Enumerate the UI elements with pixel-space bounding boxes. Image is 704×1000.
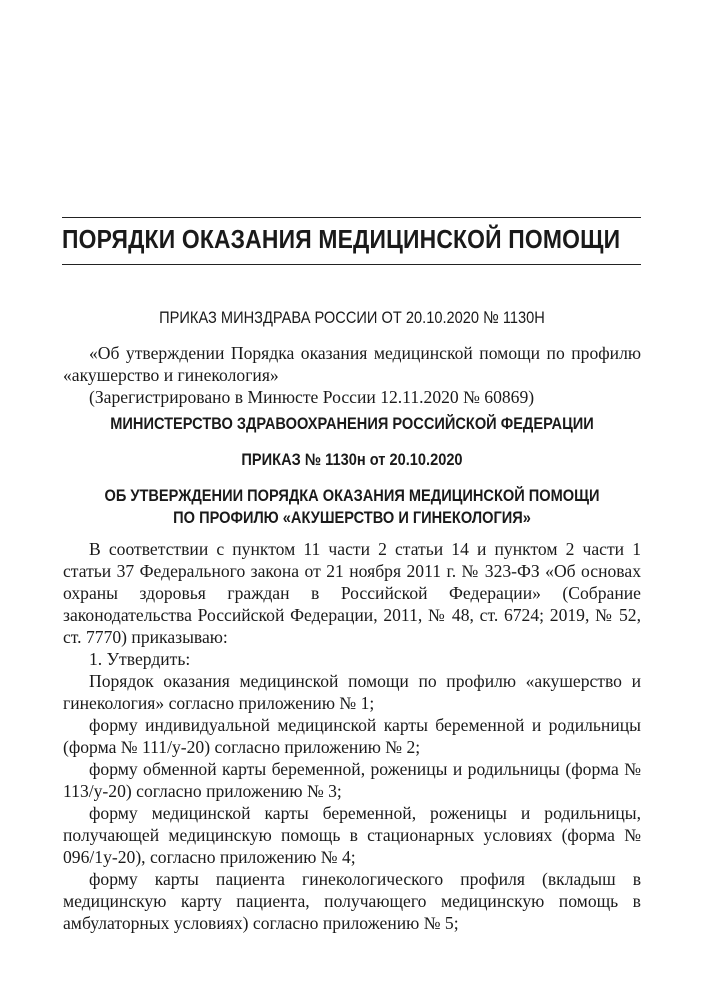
intro-subject: «Об утверждении Порядка оказания медицинской помощи по профилю «акушерство и гинекология» [63,343,641,385]
bottom-rule [62,264,641,265]
paragraph: форму обменной карты беременной, роженицы и родильницы (форма № 113/у-20) согласно приложению № 3; [63,759,641,801]
top-rule [62,217,641,218]
ministry-heading: МИНИСТЕРСТВО ЗДРАВООХРАНЕНИЯ РОССИЙСКОЙ ФЕДЕРАЦИИ [110,414,594,433]
paragraph: форму индивидуальной медицинской карты беременной и родильницы (форма № 111/у-20) согласно приложению № 2; [63,715,641,757]
section-title: ПОРЯДКИ ОКАЗАНИЯ МЕДИЦИНСКОЙ ПОМОЩИ [62,224,621,254]
order-number-heading: ПРИКАЗ № 1130н от 20.10.2020 [241,450,463,469]
order-title-line-1: ОБ УТВЕРЖДЕНИИ ПОРЯДКА ОКАЗАНИЯ МЕДИЦИНСКОЙ ПОМОЩИ [104,486,600,505]
paragraph: В соответствии с пунктом 11 части 2 статьи 14 и пунктом 2 части 1 статьи 37 Федерального закона от 21 ноября 2011 г. № 323-ФЗ «Об основах охраны здоровья граждан в Российской Федерации» (Собрание законодательства Российской Федерации, 2011, № 48, ст. 6724; 2019, № 52, ст. 7770) приказываю: [63,539,641,647]
paragraph: 1. Утвердить: [89,649,191,669]
order-body [63,538,641,934]
intro-block [63,342,641,408]
paragraph: форму медицинской карты беременной, роженицы и родильницы, получающей медицинскую помощь в стационарных условиях (форма № 096/1у-20), согласно приложению № 4; [63,803,641,867]
intro-registration: (Зарегистрировано в Минюсте России 12.11.2020 № 60869) [89,387,535,407]
paragraph: форму карты пациента гинекологического профиля (вкладыш в медицинскую карту пациента, получающего медицинскую помощь в амбулаторных условиях) согласно приложению № 5; [63,869,641,933]
paragraph: Порядок оказания медицинской помощи по профилю «акушерство и гинекология» согласно приложению № 1; [63,671,641,713]
order-title-line-2: ПО ПРОФИЛЮ «АКУШЕРСТВО И ГИНЕКОЛОГИЯ» [173,508,531,527]
order-caption: ПРИКАЗ МИНЗДРАВА РОССИИ ОТ 20.10.2020 № 1130Н [159,308,545,327]
